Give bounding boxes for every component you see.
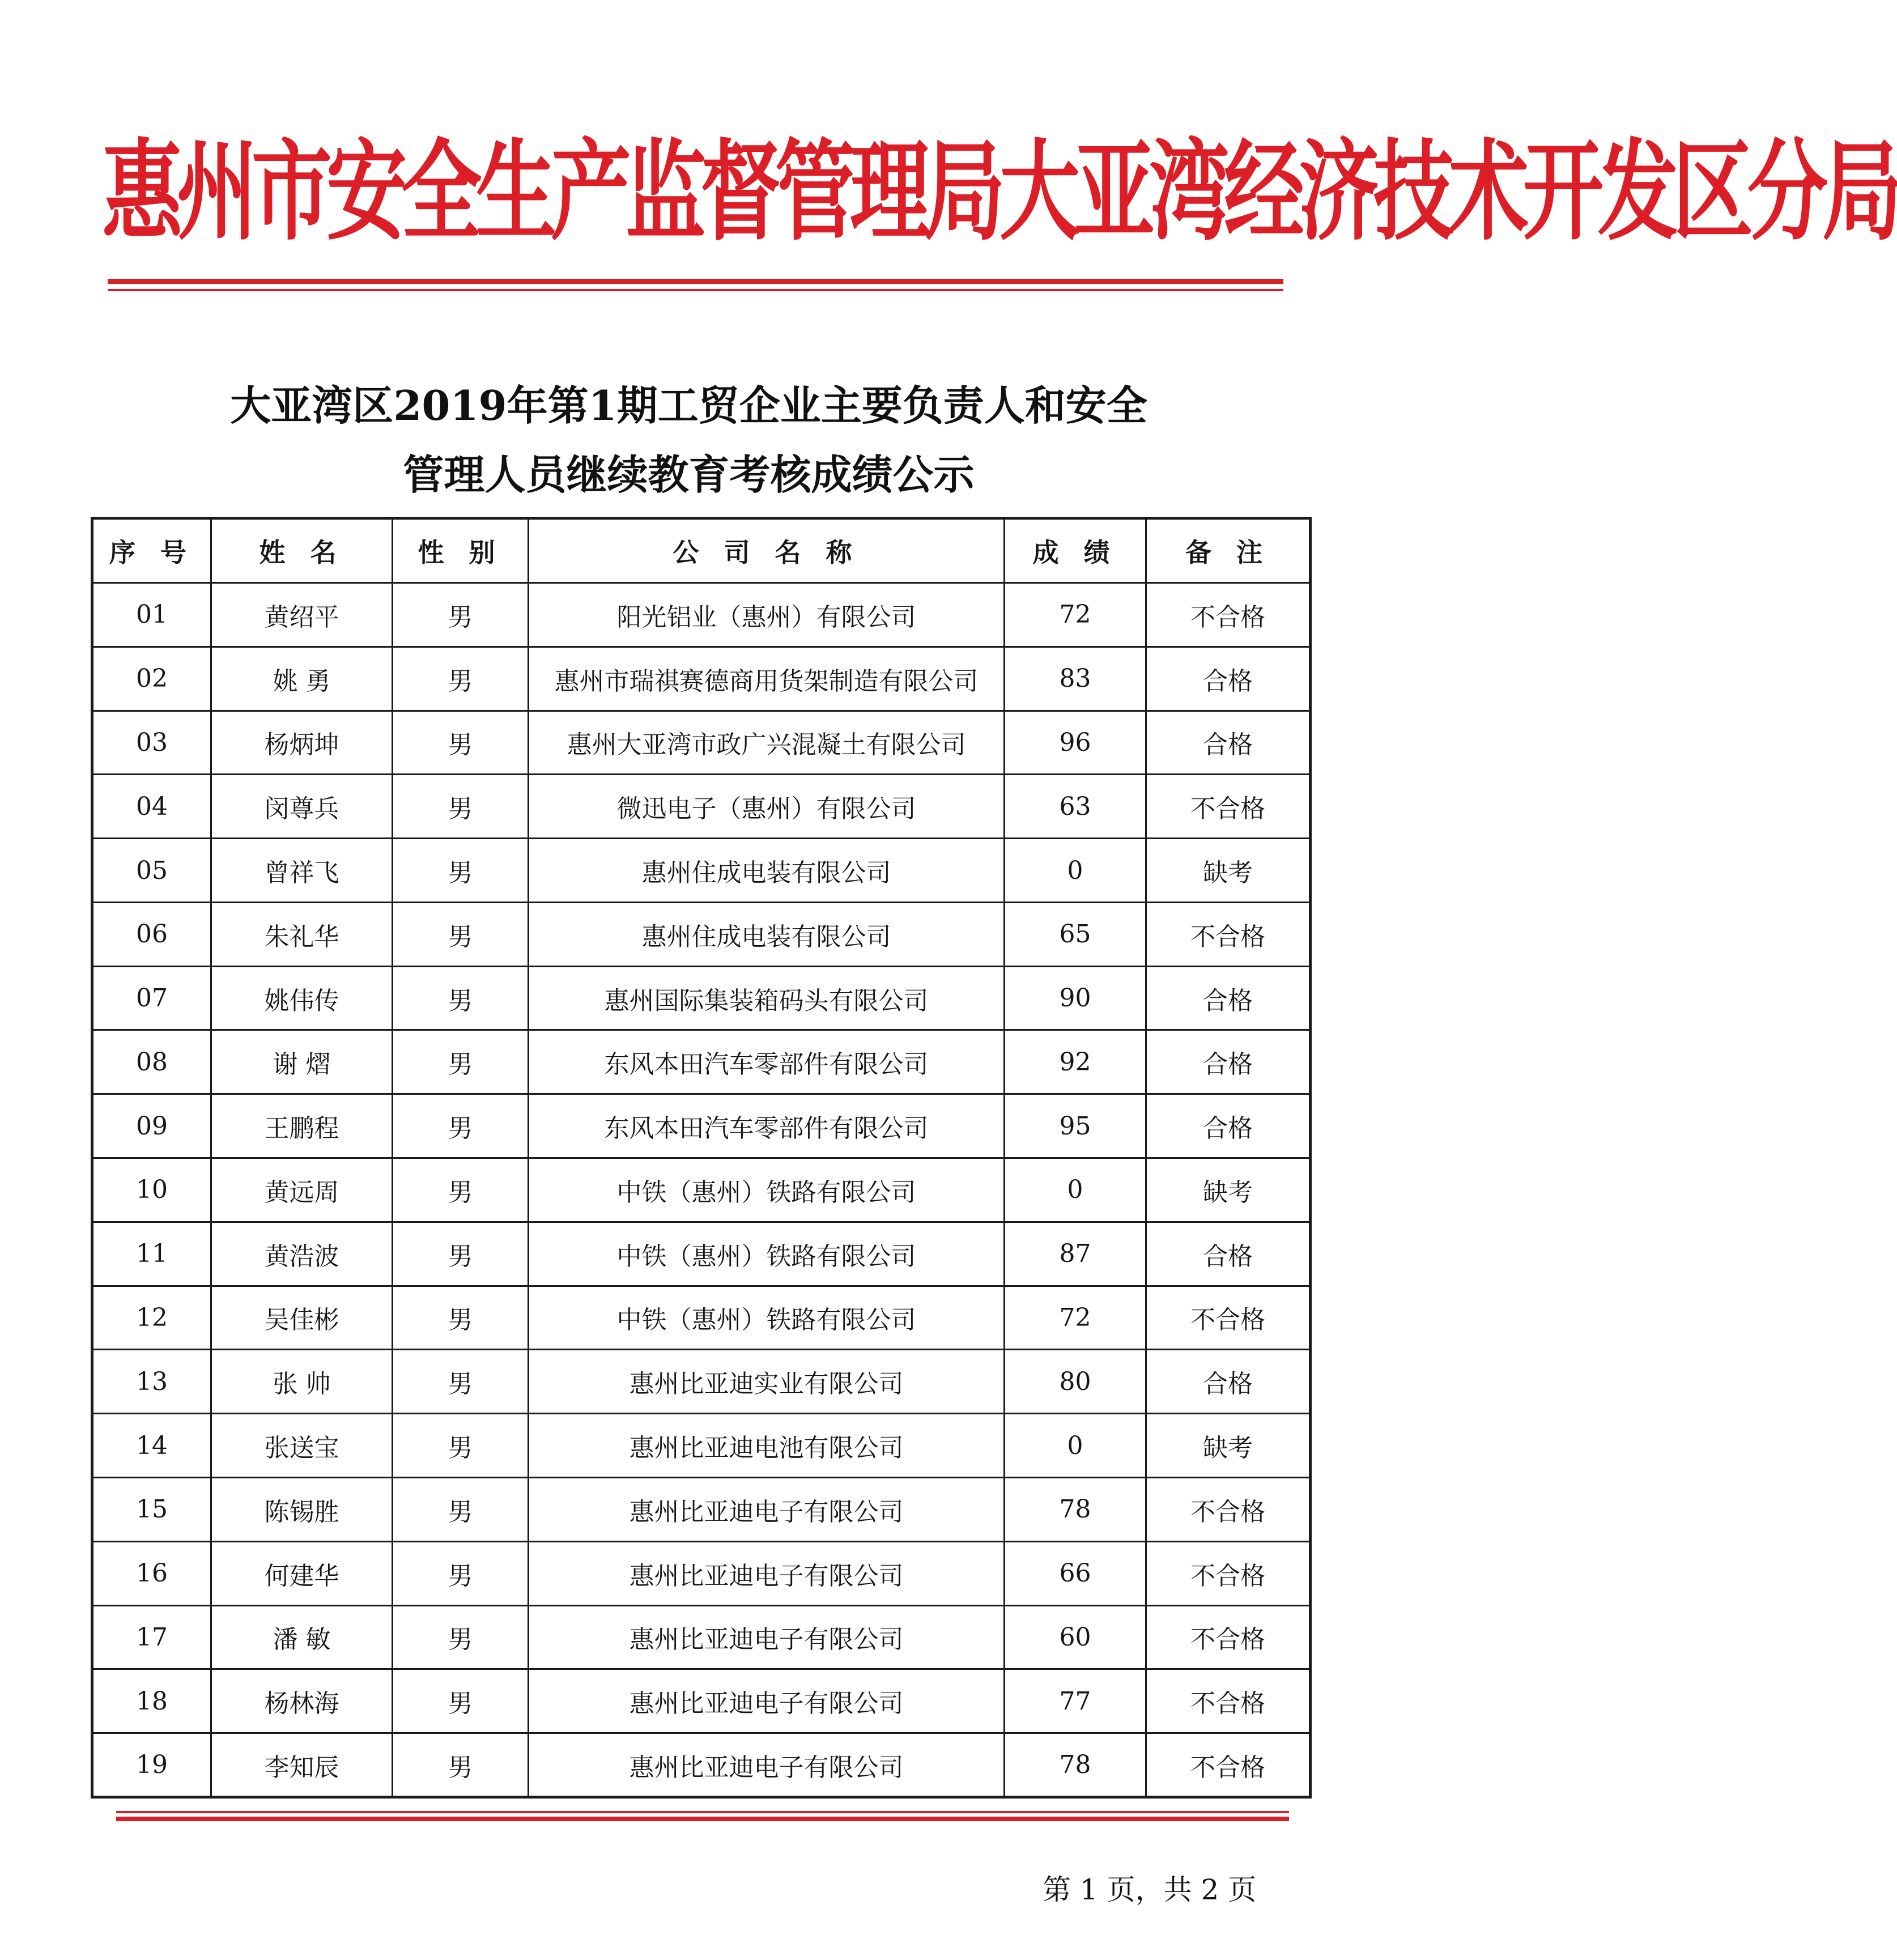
cell-name: 陈锡胜 <box>211 1477 393 1541</box>
cell-gender: 男 <box>393 966 529 1030</box>
cell-name: 曾祥飞 <box>211 839 393 903</box>
cell-company: 惠州比亚迪电子有限公司 <box>529 1477 1005 1541</box>
table-row <box>92 647 1311 711</box>
cell-company: 惠州大亚湾市政广兴混凝土有限公司 <box>529 711 1005 775</box>
table-row <box>92 1350 1311 1414</box>
cell-remark: 合格 <box>1146 647 1311 711</box>
cell-company: 惠州比亚迪电子有限公司 <box>529 1733 1005 1797</box>
cell-remark: 不合格 <box>1146 1669 1311 1733</box>
document-title-line-2: 管理人员继续教育考核成绩公示 <box>403 450 975 499</box>
cell-company: 惠州市瑞祺赛德商用货架制造有限公司 <box>529 647 1005 711</box>
cell-gender: 男 <box>393 1094 529 1158</box>
cell-remark: 不合格 <box>1146 1605 1311 1669</box>
cell-gender: 男 <box>393 1541 529 1605</box>
letterhead-rule-thin <box>108 289 1283 291</box>
table-row <box>92 775 1311 839</box>
cell-remark: 合格 <box>1146 1222 1311 1286</box>
cell-name: 潘 敏 <box>211 1605 393 1669</box>
table-row <box>92 902 1311 966</box>
document-title <box>113 371 1264 509</box>
cell-name: 谢 熠 <box>211 1030 393 1094</box>
cell-gender: 男 <box>393 711 529 775</box>
cell-score: 0 <box>1005 1158 1146 1222</box>
table-row <box>92 583 1311 647</box>
cell-index: 05 <box>92 839 211 903</box>
cell-index: 18 <box>92 1669 211 1733</box>
table-row <box>92 1669 1311 1733</box>
cell-company: 惠州比亚迪电子有限公司 <box>529 1669 1005 1733</box>
cell-gender: 男 <box>393 1286 529 1350</box>
table-row <box>92 1286 1311 1350</box>
cell-index: 19 <box>92 1733 211 1797</box>
cell-score: 72 <box>1005 583 1146 647</box>
cell-remark: 合格 <box>1146 1350 1311 1414</box>
cell-score: 95 <box>1005 1094 1146 1158</box>
cell-index: 06 <box>92 902 211 966</box>
cell-remark: 不合格 <box>1146 1477 1311 1541</box>
cell-name: 姚 勇 <box>211 647 393 711</box>
table-body <box>92 583 1311 1797</box>
cell-name: 黄绍平 <box>211 583 393 647</box>
cell-gender: 男 <box>393 1414 529 1478</box>
cell-company: 惠州国际集装箱码头有限公司 <box>529 966 1005 1030</box>
header-remark: 备 注 <box>1146 518 1311 583</box>
cell-remark: 不合格 <box>1146 1541 1311 1605</box>
cell-score: 72 <box>1005 1286 1146 1350</box>
cell-remark: 不合格 <box>1146 1286 1311 1350</box>
cell-score: 90 <box>1005 966 1146 1030</box>
cell-index: 11 <box>92 1222 211 1286</box>
cell-index: 14 <box>92 1414 211 1478</box>
cell-company: 惠州比亚迪实业有限公司 <box>529 1350 1005 1414</box>
cell-name: 闵尊兵 <box>211 775 393 839</box>
cell-score: 83 <box>1005 647 1146 711</box>
cell-gender: 男 <box>393 1733 529 1797</box>
header-index: 序 号 <box>92 518 211 583</box>
table-row <box>92 1477 1311 1541</box>
cell-score: 77 <box>1005 1669 1146 1733</box>
cell-gender: 男 <box>393 647 529 711</box>
table-row <box>92 839 1311 903</box>
cell-name: 朱礼华 <box>211 902 393 966</box>
cell-gender: 男 <box>393 839 529 903</box>
cell-remark: 合格 <box>1146 1030 1311 1094</box>
cell-index: 02 <box>92 647 211 711</box>
cell-gender: 男 <box>393 583 529 647</box>
cell-company: 中铁（惠州）铁路有限公司 <box>529 1286 1005 1350</box>
cell-score: 0 <box>1005 1414 1146 1478</box>
cell-remark: 不合格 <box>1146 1733 1311 1797</box>
table-row <box>92 1541 1311 1605</box>
table-row <box>92 1094 1311 1158</box>
page-number: 第 1 页，共 2 页 <box>1043 1873 1257 1906</box>
cell-index: 09 <box>92 1094 211 1158</box>
cell-name: 黄远周 <box>211 1158 393 1222</box>
cell-score: 96 <box>1005 711 1146 775</box>
bottom-rule-thin <box>116 1811 1289 1813</box>
cell-company: 惠州比亚迪电子有限公司 <box>529 1541 1005 1605</box>
cell-index: 10 <box>92 1158 211 1222</box>
cell-name: 杨炳坤 <box>211 711 393 775</box>
cell-score: 60 <box>1005 1605 1146 1669</box>
cell-name: 姚伟传 <box>211 966 393 1030</box>
cell-company: 惠州比亚迪电子有限公司 <box>529 1605 1005 1669</box>
cell-name: 何建华 <box>211 1541 393 1605</box>
header-name: 姓 名 <box>211 518 393 583</box>
cell-score: 80 <box>1005 1350 1146 1414</box>
cell-remark: 不合格 <box>1146 775 1311 839</box>
cell-gender: 男 <box>393 1222 529 1286</box>
cell-name: 吴佳彬 <box>211 1286 393 1350</box>
cell-name: 黄浩波 <box>211 1222 393 1286</box>
letterhead-title: 惠州市安全生产监督管理局大亚湾经济技术开发区分局 <box>102 129 1897 256</box>
cell-company: 东风本田汽车零部件有限公司 <box>529 1030 1005 1094</box>
cell-score: 78 <box>1005 1733 1146 1797</box>
cell-index: 08 <box>92 1030 211 1094</box>
cell-gender: 男 <box>393 1030 529 1094</box>
table-row <box>92 1158 1311 1222</box>
cell-company: 惠州住成电装有限公司 <box>529 839 1005 903</box>
cell-remark: 缺考 <box>1146 1158 1311 1222</box>
table-row <box>92 1605 1311 1669</box>
cell-company: 中铁（惠州）铁路有限公司 <box>529 1222 1005 1286</box>
bottom-rule-thick <box>116 1817 1289 1821</box>
cell-score: 65 <box>1005 902 1146 966</box>
table-row <box>92 1030 1311 1094</box>
cell-score: 0 <box>1005 839 1146 903</box>
cell-index: 15 <box>92 1477 211 1541</box>
cell-company: 阳光铝业（惠州）有限公司 <box>529 583 1005 647</box>
cell-gender: 男 <box>393 1477 529 1541</box>
cell-score: 78 <box>1005 1477 1146 1541</box>
cell-index: 17 <box>92 1605 211 1669</box>
cell-name: 杨林海 <box>211 1669 393 1733</box>
cell-index: 03 <box>92 711 211 775</box>
cell-score: 92 <box>1005 1030 1146 1094</box>
score-table <box>91 517 1312 1799</box>
cell-gender: 男 <box>393 1158 529 1222</box>
table-row <box>92 711 1311 775</box>
cell-index: 12 <box>92 1286 211 1350</box>
cell-name: 王鹏程 <box>211 1094 393 1158</box>
cell-company: 惠州比亚迪电池有限公司 <box>529 1414 1005 1478</box>
cell-gender: 男 <box>393 1350 529 1414</box>
cell-index: 07 <box>92 966 211 1030</box>
table-header-row <box>92 518 1311 583</box>
cell-score: 66 <box>1005 1541 1146 1605</box>
cell-remark: 缺考 <box>1146 1414 1311 1478</box>
cell-remark: 合格 <box>1146 966 1311 1030</box>
cell-gender: 男 <box>393 775 529 839</box>
document-title-line-1: 大亚湾区2019年第1期工贸企业主要负责人和安全 <box>230 381 1147 430</box>
cell-company: 中铁（惠州）铁路有限公司 <box>529 1158 1005 1222</box>
cell-name: 张 帅 <box>211 1350 393 1414</box>
table-row <box>92 1733 1311 1797</box>
header-company: 公 司 名 称 <box>529 518 1005 583</box>
letterhead-rule-thick <box>108 279 1283 284</box>
table-row <box>92 966 1311 1030</box>
table-row <box>92 1222 1311 1286</box>
table-row <box>92 1414 1311 1478</box>
cell-company: 微迅电子（惠州）有限公司 <box>529 775 1005 839</box>
cell-remark: 合格 <box>1146 711 1311 775</box>
cell-gender: 男 <box>393 1669 529 1733</box>
cell-index: 01 <box>92 583 211 647</box>
cell-score: 87 <box>1005 1222 1146 1286</box>
cell-remark: 合格 <box>1146 1094 1311 1158</box>
cell-name: 张送宝 <box>211 1414 393 1478</box>
cell-index: 16 <box>92 1541 211 1605</box>
cell-company: 惠州住成电装有限公司 <box>529 902 1005 966</box>
cell-remark: 缺考 <box>1146 839 1311 903</box>
cell-name: 李知辰 <box>211 1733 393 1797</box>
cell-gender: 男 <box>393 1605 529 1669</box>
cell-gender: 男 <box>393 902 529 966</box>
cell-index: 13 <box>92 1350 211 1414</box>
header-gender: 性 别 <box>393 518 529 583</box>
cell-index: 04 <box>92 775 211 839</box>
cell-company: 东风本田汽车零部件有限公司 <box>529 1094 1005 1158</box>
cell-remark: 不合格 <box>1146 902 1311 966</box>
cell-score: 63 <box>1005 775 1146 839</box>
header-score: 成 绩 <box>1005 518 1146 583</box>
cell-remark: 不合格 <box>1146 583 1311 647</box>
